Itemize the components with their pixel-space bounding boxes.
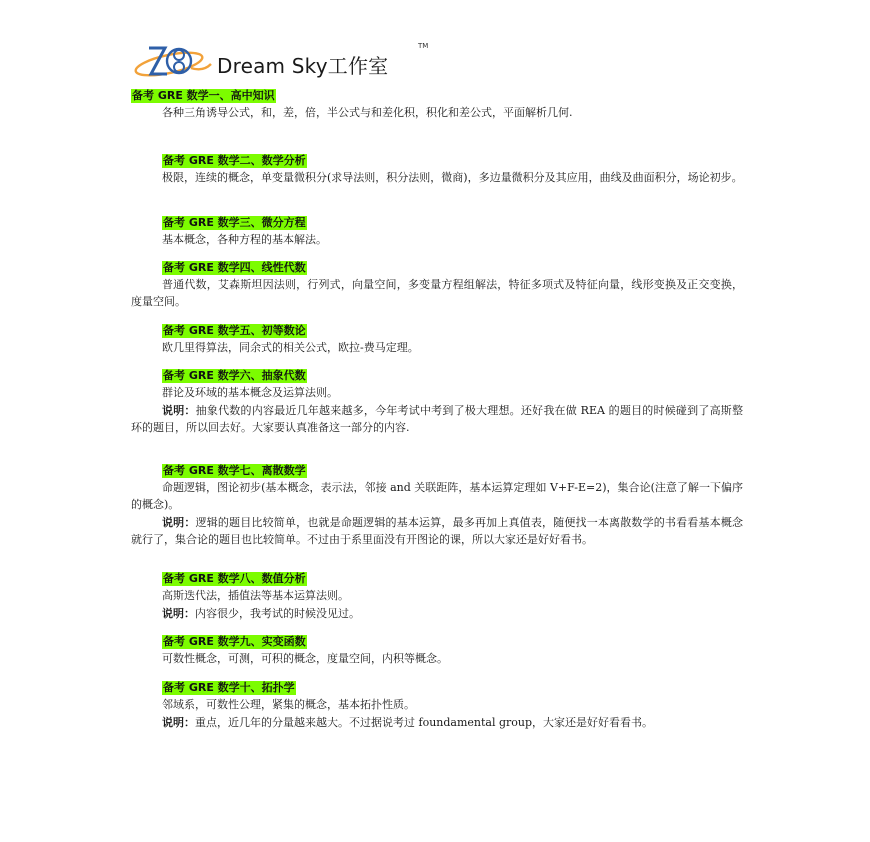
brand-name: Dream Sky工作室 — [217, 54, 389, 78]
section-body: 普通代数，艾森斯坦因法则，行列式，向量空间，多变量方程组解法，特征多项式及特征向量，线形变换及正交变换，度量空间。 — [131, 278, 743, 308]
section-heading: 备考 GRE 数学七、离散数学 — [163, 464, 306, 477]
section-linear-algebra — [131, 256, 743, 310]
section-numerical-analysis — [131, 567, 743, 622]
section-note — [131, 605, 743, 622]
section-analysis — [131, 149, 743, 186]
section-heading: 备考 GRE 数学六、抽象代数 — [163, 369, 306, 382]
dream-sky-logo-icon — [131, 38, 215, 84]
note-label: 说明： — [162, 516, 196, 529]
section-discrete-math — [131, 459, 743, 548]
section-real-analysis — [131, 630, 743, 667]
section-heading: 备考 GRE 数学八、数值分析 — [163, 572, 306, 585]
section-differential-equations — [131, 211, 743, 248]
note-text: 逻辑的题目比较简单，也就是命题逻辑的基本运算，最多再加上真值表，随便找一本离散数学的书看看基本概念就行了，集合论的题目也比较简单。不过由于系里面没有开图论的课，所以大家还是好好看书。 — [131, 516, 743, 546]
section-note — [131, 714, 743, 731]
trademark-mark: TM — [418, 42, 429, 50]
section-number-theory — [131, 319, 743, 356]
section-heading: 备考 GRE 数学九、实变函数 — [163, 635, 306, 648]
section-topology — [131, 676, 743, 731]
section-abstract-algebra — [131, 364, 743, 436]
section-body: 高斯迭代法，插值法等基本运算法则。 — [162, 589, 349, 602]
section-body: 基本概念，各种方程的基本解法。 — [162, 233, 327, 246]
note-text: 内容很少，我考试的时候没见过。 — [195, 607, 360, 620]
note-label: 说明： — [162, 607, 195, 620]
section-heading: 备考 GRE 数学四、线性代数 — [163, 261, 306, 274]
section-body: 欧几里得算法，同余式的相关公式，欧拉-费马定理。 — [162, 341, 419, 354]
section-note — [131, 402, 743, 436]
section-heading: 备考 GRE 数学三、微分方程 — [163, 216, 306, 229]
section-heading: 备考 GRE 数学五、初等数论 — [163, 324, 306, 337]
section-body: 邻域系，可数性公理，紧集的概念，基本拓扑性质。 — [162, 698, 415, 711]
section-body: 极限，连续的概念，单变量微积分(求导法则，积分法则，微商)，多边量微积分及其应用，曲线及曲面积分，场论初步。 — [162, 171, 743, 184]
section-heading: 备考 GRE 数学十、拓扑学 — [163, 681, 295, 694]
section-note — [131, 514, 743, 548]
section-body: 各种三角诱导公式，和，差，倍，半公式与和差化积，积化和差公式，平面解析几何. — [162, 106, 573, 119]
section-body: 可数性概念，可测，可积的概念，度量空间，内积等概念。 — [162, 652, 448, 665]
section-heading: 备考 GRE 数学二、数学分析 — [163, 154, 306, 167]
section-heading: 备考 GRE 数学一、高中知识 — [132, 89, 275, 102]
note-label: 说明： — [162, 716, 195, 729]
section-body: 命题逻辑，图论初步(基本概念，表示法，邻接 and 关联距阵，基本运算定理如 V+F-E=2)，集合论(注意了解一下偏序的概念)。 — [131, 481, 743, 511]
brand-logo — [131, 38, 441, 86]
section-body: 群论及环域的基本概念及运算法则。 — [162, 386, 338, 399]
note-label: 说明： — [162, 404, 196, 417]
section-high-school — [131, 84, 743, 121]
note-text: 重点，近几年的分量越来越大。不过据说考过 foundamental group，大家还是好好看看书。 — [195, 716, 654, 729]
note-text: 抽象代数的内容最近几年越来越多，今年考试中考到了极大理想。还好我在做 REA 的题目的时候碰到了高斯整环的题目，所以回去好。大家要认真准备这一部分的内容. — [131, 404, 744, 434]
